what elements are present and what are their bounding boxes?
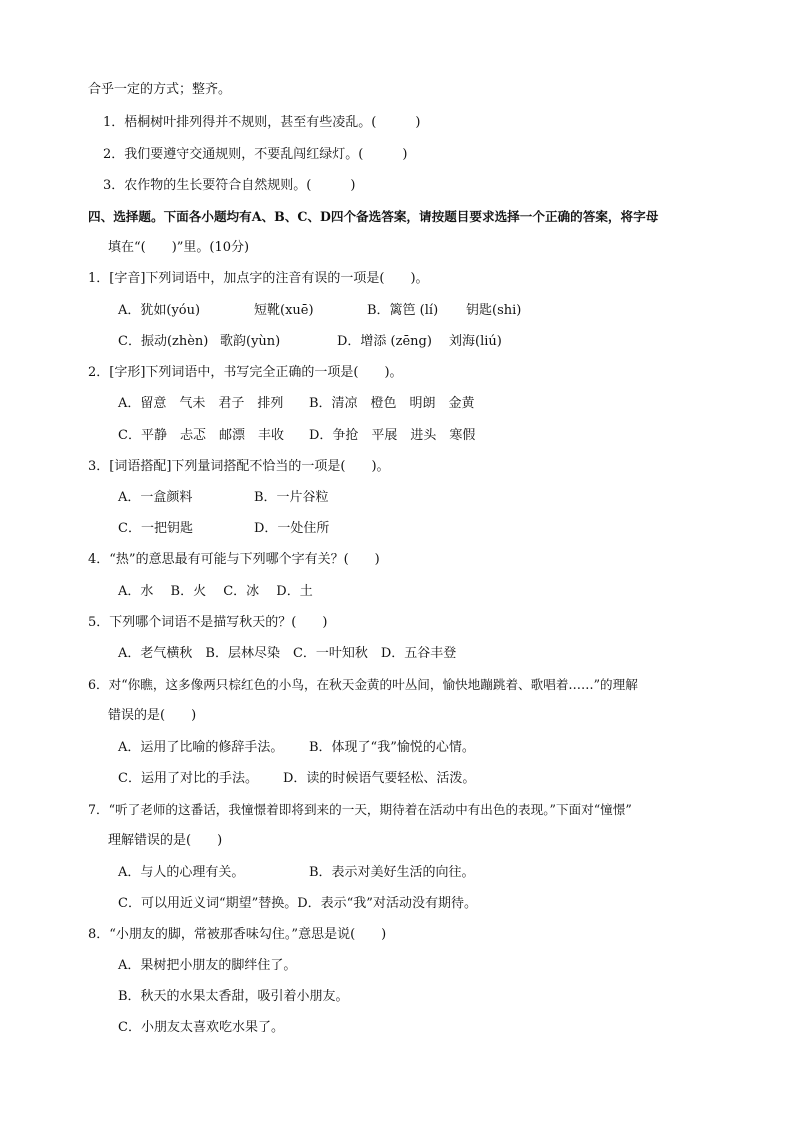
- sentence-1: 1．梧桐树叶排列得并不规则，甚至有些凌乱。( ): [103, 115, 421, 130]
- q1-option-c-2: 歌韵(yùn): [220, 334, 281, 349]
- section-4-title-cont: 填在“( )”里。(10分): [108, 240, 250, 255]
- q6-option-b: B．体现了“我”愉悦的心情。: [309, 740, 475, 755]
- q1-option-a: A．犹如(yóu): [118, 303, 201, 318]
- q3-option-b: B．一片谷粒: [254, 490, 329, 505]
- question-4-stem: 4．“热”的意思最有可能与下列哪个字有关？( ): [88, 552, 380, 567]
- q7-option-c-d: C．可以用近义词“期望”替换。D．表示“我”对活动没有期待。: [118, 896, 477, 911]
- question-7-stem: 7．“听了老师的这番话，我憧憬着即将到来的一天，期待着在活动中有出色的表现。”下面对“憧憬”: [88, 802, 632, 817]
- question-1-stem: 1．[字音]下列词语中，加点字的注音有误的一项是( )。: [88, 271, 429, 286]
- q2-option-a: A．留意 气未 君子 排列: [118, 396, 284, 411]
- q2-option-c: C．平静 忐忑 邮漂 丰收: [118, 428, 284, 443]
- q7-option-a: A．与人的心理有关。: [118, 865, 245, 880]
- q1-option-b-2: 钥匙(shi): [466, 303, 522, 318]
- section-4-title: 四、选择题。下面各小题均有A、B、C、D四个备选答案，请按题目要求选择一个正确的答案，将字母: [88, 209, 659, 224]
- question-2-stem: 2．[字形]下列词语中，书写完全正确的一项是( )。: [88, 365, 403, 380]
- q1-option-b: B．篱笆 (lí): [367, 303, 439, 318]
- q8-option-b: B．秋天的水果太香甜，吸引着小朋友。: [118, 989, 349, 1004]
- question-5-stem: 5．下列哪个词语不是描写秋天的？( ): [88, 615, 328, 630]
- sentence-2: 2．我们要遵守交通规则，不要乱闯红绿灯。( ): [103, 147, 408, 162]
- q3-option-d: D．一处住所: [254, 521, 330, 536]
- q5-options: A．老气横秋 B．层林尽染 C．一叶知秋 D．五谷丰登: [118, 646, 457, 661]
- q1-option-d-2: 刘海(liú): [449, 334, 502, 349]
- q4-options: A．水 B．火 C．冰 D．土: [118, 584, 313, 599]
- q2-option-d: D．争抢 平展 进头 寒假: [309, 428, 476, 443]
- q8-option-c: C．小朋友太喜欢吃水果了。: [118, 1020, 284, 1035]
- intro-line: 合乎一定的方式；整齐。: [88, 82, 232, 97]
- q8-option-a: A．果树把小朋友的脚绊住了。: [118, 958, 297, 973]
- question-3-stem: 3．[词语搭配]下列量词搭配不恰当的一项是( )。: [88, 459, 390, 474]
- q3-option-c: C．一把钥匙: [118, 521, 193, 536]
- question-6-stem-cont: 错误的是( ): [108, 708, 197, 723]
- sentence-3: 3．农作物的生长要符合自然规则。( ): [103, 178, 356, 193]
- q6-option-c: C．运用了对比的手法。: [118, 771, 258, 786]
- question-6-stem: 6．对“你瞧，这多像两只棕红色的小鸟，在秋天金黄的叶丛间，愉快地蹦跳着、歌唱着……”的理解: [88, 677, 638, 692]
- q6-option-a: A．运用了比喻的修辞手法。: [118, 740, 284, 755]
- q6-option-d: D．读的时候语气要轻松、活泼。: [283, 771, 476, 786]
- q1-option-a-2: 短靴(xuē): [254, 303, 314, 318]
- question-7-stem-cont: 理解错误的是( ): [108, 833, 223, 848]
- q7-option-b: B．表示对美好生活的向往。: [309, 865, 475, 880]
- q2-option-b: B．清凉 橙色 明朗 金黄: [309, 396, 475, 411]
- q3-option-a: A．一盒颜料: [118, 490, 193, 505]
- q1-option-c: C．振动(zhèn): [118, 334, 209, 349]
- q1-option-d: D．增添 (zēng): [337, 334, 432, 349]
- question-8-stem: 8．“小朋友的脚，常被那香味勾住。”意思是说( ): [88, 927, 387, 942]
